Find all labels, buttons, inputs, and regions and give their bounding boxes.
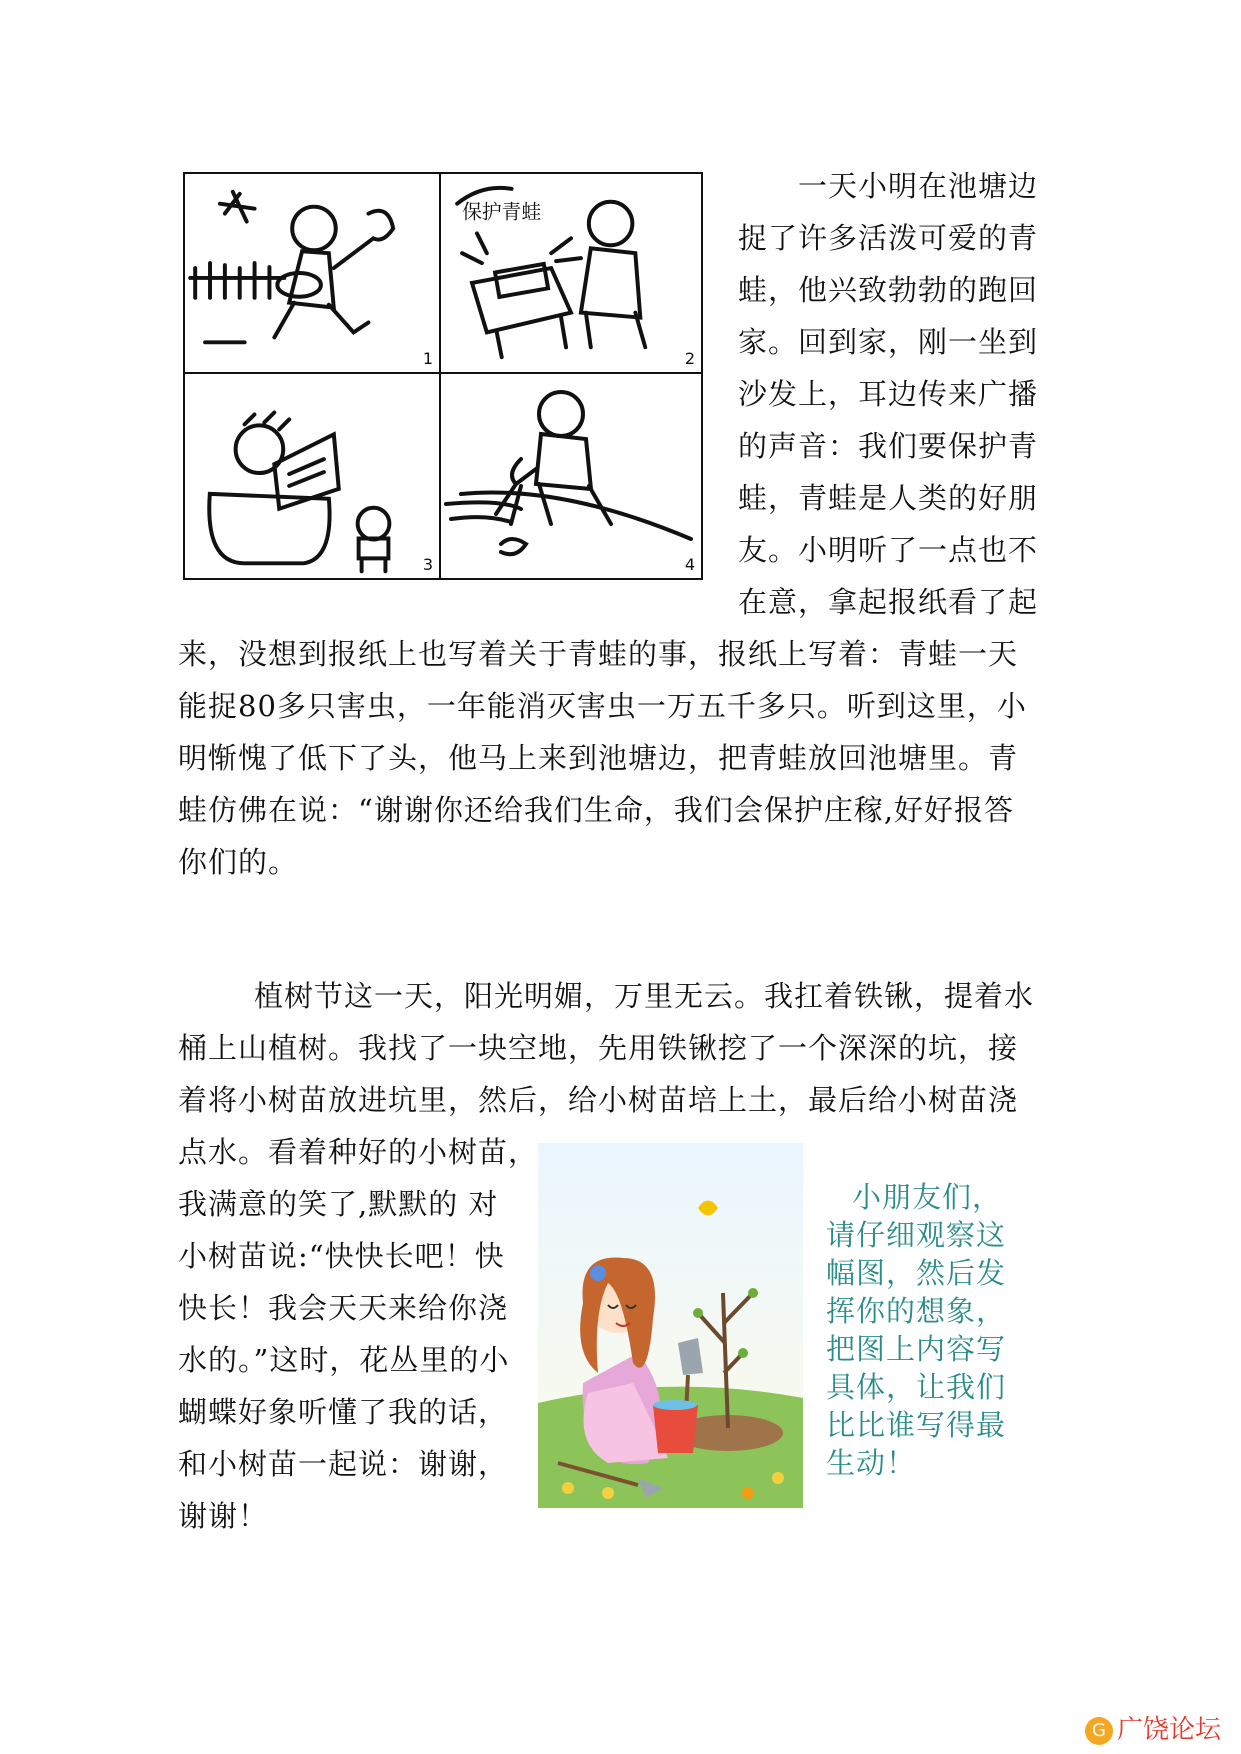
story-line: 小树苗说:“快快长吧！快: [178, 1239, 505, 1273]
comic-panel-1: [185, 174, 441, 374]
boy-releasing-frogs-drawing: [441, 374, 701, 578]
comic-panel-4: [441, 374, 701, 578]
prompt-line: 具体，让我们: [826, 1370, 1007, 1404]
story-line: 蛙仿佛在说：“谢谢你还给我们生命，我们会保护庄稼,好好报答: [178, 793, 1015, 827]
comic-panel-3: [185, 374, 441, 578]
boy-catching-frogs-drawing: [185, 174, 439, 372]
story-line: 你们的。: [178, 845, 299, 879]
story-line: 和小树苗一起说：谢谢，: [178, 1447, 509, 1481]
story-line: 蛙，青蛙是人类的好朋: [738, 481, 1039, 515]
comic-panel-2: [441, 174, 701, 374]
story-line: 点水。看着种好的小树苗，: [178, 1135, 539, 1169]
story-line: 桶上山植树。我找了一块空地，先用铁锹挖了一个深深的坑，接: [178, 1031, 1019, 1065]
story-line: 植树节这一天，阳光明媚，万里无云。我扛着铁锹，提着水: [254, 979, 1035, 1013]
forum-logo-icon: G: [1085, 1717, 1113, 1745]
story-line: 沙发上，耳边传来广播: [738, 377, 1039, 411]
girl-planting-tree-illustration: [538, 1143, 803, 1508]
boy-listening-radio-drawing: [441, 174, 701, 372]
story-line: 一天小明在池塘边: [798, 169, 1039, 203]
prompt-line: 比比谁写得最: [826, 1408, 1007, 1442]
protect-frogs-sign: 保护青蛙: [462, 200, 542, 224]
story-line: 能捉80多只害虫，一年能消灭害虫一万五千多只。听到这里，小: [178, 689, 1027, 723]
story-line: 家。回到家，刚一坐到: [738, 325, 1039, 359]
prompt-line: 挥你的想象，: [826, 1294, 1007, 1328]
watermark-text: 广饶论坛: [1116, 1715, 1221, 1745]
story-line: 着将小树苗放进坑里，然后，给小树苗培上土，最后给小树苗浇: [178, 1083, 1019, 1117]
panel-number: 1: [422, 349, 433, 368]
boy-reading-newspaper-drawing: [185, 374, 439, 578]
comic-strip: [183, 172, 703, 580]
story-line: 友。小明听了一点也不: [738, 533, 1039, 567]
watermark: [1085, 1709, 1221, 1746]
story-line: 快长！我会天天来给你浇: [178, 1291, 509, 1325]
story-line: 谢谢！: [178, 1499, 269, 1533]
prompt-line: 生动！: [826, 1446, 917, 1480]
panel-number: 4: [684, 555, 695, 574]
planting-scene-image: [538, 1143, 803, 1508]
story-line: 蝴蝶好象听懂了我的话，: [178, 1395, 509, 1429]
story-line: 在意，拿起报纸看了起: [738, 585, 1039, 619]
prompt-line: 请仔细观察这: [826, 1218, 1007, 1252]
story-line: 捉了许多活泼可爱的青: [738, 221, 1039, 255]
story-line: 明惭愧了低下了头，他马上来到池塘边，把青蛙放回池塘里。青: [178, 741, 1019, 775]
story-line: 我满意的笑了,默默的 对: [178, 1187, 499, 1221]
story-line: 蛙，他兴致勃勃的跑回: [738, 273, 1039, 307]
prompt-line: 幅图，然后发: [826, 1256, 1007, 1290]
prompt-line: 小朋友们，: [852, 1180, 1003, 1214]
story-line: 水的。”这时，花丛里的小: [178, 1343, 510, 1377]
story-line: 的声音：我们要保护青: [738, 429, 1039, 463]
story-line: 来，没想到报纸上也写着关于青蛙的事，报纸上写着：青蛙一天: [178, 637, 1019, 671]
panel-number: 3: [422, 555, 433, 574]
panel-number: 2: [684, 349, 695, 368]
prompt-line: 把图上内容写: [826, 1332, 1007, 1366]
